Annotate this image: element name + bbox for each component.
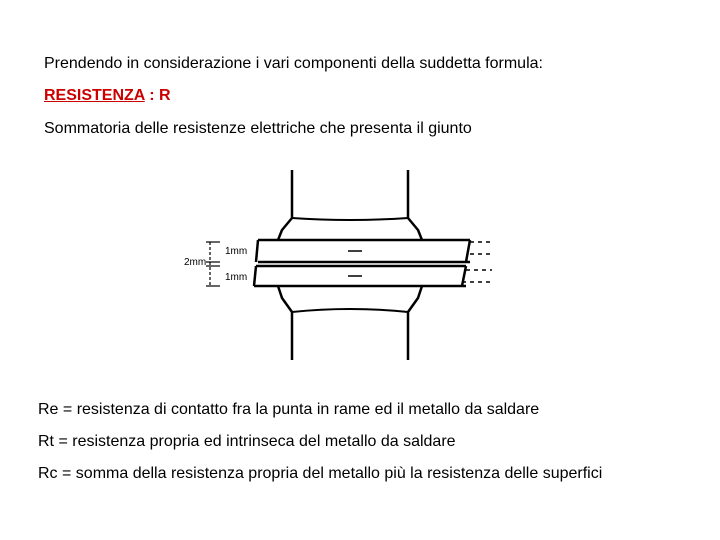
- top-electrode: [278, 170, 422, 240]
- top-electrode-tip: [292, 218, 408, 220]
- definition-rc: Rc = somma della resistenza propria del metallo più la resistenza delle superfici: [38, 465, 603, 482]
- resistance-description: Sommatoria delle resistenze elettriche che presenta il giunto: [44, 120, 472, 137]
- dimension-label-top: 1mm: [225, 246, 248, 257]
- dimension-label-middle: 2mm: [184, 257, 207, 268]
- dimension-label-bottom: 1mm: [225, 272, 248, 283]
- intro-text: Prendendo in considerazione i vari componenti della suddetta formula:: [44, 55, 543, 72]
- weld-joint-diagram: [170, 162, 500, 362]
- resistance-symbol: : R: [144, 87, 171, 104]
- resistance-term: RESISTENZA: [44, 87, 145, 104]
- bottom-electrode-tip: [292, 309, 408, 312]
- definition-rt: Rt = resistenza propria ed intrinseca del metallo da saldare: [38, 433, 456, 450]
- upper-sheet: [256, 240, 470, 262]
- resistance-heading: [44, 86, 171, 106]
- bottom-electrode: [278, 286, 422, 360]
- definition-re: Re = resistenza di contatto fra la punta in rame ed il metallo da saldare: [38, 401, 540, 418]
